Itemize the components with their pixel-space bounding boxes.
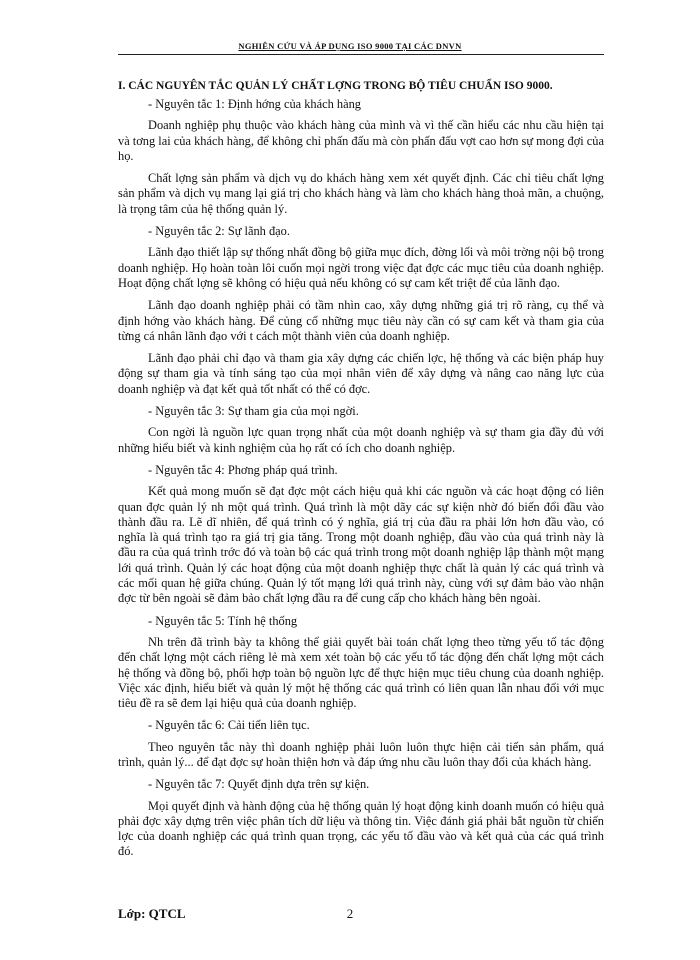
body-paragraph: Lãnh đạo phải chỉ đạo và tham gia xây dựng các chiến lợc, hệ thống và các biện pháp huy động sự tham gia và tính sáng tạo của mọi nhân viên để xây dựng và nâng cao năng lực của doanh nghiệp và đạt kết quả tốt nhất có thể có đợc. (118, 351, 604, 396)
footer-class-label: Lớp: QTCL (118, 906, 186, 921)
principle-7-heading: - Nguyên tắc 7: Quyết định dựa trên sự kiện. (148, 777, 370, 792)
body-paragraph: Theo nguyên tắc này thì doanh nghiệp phải luôn luôn thực hiện cải tiến sản phẩm, quá trình, quản lý... để đạt đợc sự hoàn thiện hơn và đáp ứng nhu cầu luôn thay đổi của khách hàng. (118, 739, 604, 769)
body-paragraph: Mọi quyết định và hành động của hệ thống quản lý hoạt động kinh doanh muốn có hiệu quả phải đợc xây dựng trên việc phân tích dữ liệu và thông tin. Việc đánh giá phải bắt nguồn từ chiến lợc của doanh nghiệp các quá trình quan trọng, các yếu tố đầu vào và kết quả của các quá trình đó. (118, 798, 604, 859)
page-number: 2 (346, 906, 354, 921)
principle-1-heading: - Nguyên tắc 1: Định hớng của khách hàng (148, 97, 362, 111)
principle-5-heading: - Nguyên tắc 5: Tính hệ thống (148, 613, 298, 628)
body-paragraph: Lãnh đạo thiết lập sự thống nhất đồng bộ giữa mục đích, đờng lối và môi trờng nội bộ trong doanh nghiệp. Họ hoàn toàn lôi cuốn mọi ngời trong việc đạt đợc các mục tiêu của doanh nghiệp. Hoạt động chất lợng sẽ không có hiệu quả nếu không có sự cam kết triệt để của lãnh đạo. (118, 245, 604, 290)
body-paragraph: Chất lợng sản phẩm và dịch vụ do khách hàng xem xét quyết định. Các chỉ tiêu chất lợng sản phẩm và dịch vụ mang lại giá trị cho khách hàng và làm cho khách hàng thoả mãn, a chuộng, là trọng tâm của hệ thống quản lý. (118, 171, 604, 216)
body-paragraph: Lãnh đạo doanh nghiệp phải có tầm nhìn cao, xây dựng những giá trị rõ ràng, cụ thể và định hớng vào khách hàng. Để củng cố những mục tiêu này cần có sự cam kết và tham gia của từng cá nhân lãnh đạo với t cách một thành viên của doanh nghiệp. (118, 298, 604, 343)
header-rule (118, 54, 604, 55)
running-header: NGHIÊN CỨU VÀ ÁP DỤNG ISO 9000 TẠI CÁC DNVN (238, 41, 462, 51)
principle-2-heading: - Nguyên tắc 2: Sự lãnh đạo. (148, 224, 290, 239)
body-paragraph: Doanh nghiệp phụ thuộc vào khách hàng của mình và vì thế cần hiểu các nhu cầu hiện tại và tơng lai của khách hàng, để không chỉ phấn đấu mà còn phấn đấu vợt cao hơn sự mong đợi của họ. (118, 118, 604, 163)
body-paragraph: Nh trên đã trình bày ta không thể giải quyết bài toán chất lợng theo từng yếu tố tác động đến chất lợng một cách riêng lẻ mà xem xét toàn bộ các yếu tố tác động đến chất lợng một cách hệ thống và đồng bộ, phối hợp toàn bộ nguồn lực để thực hiện mục tiêu chung của doanh nghiệp. Việc xác định, hiểu biết và quản lý một hệ thống các quá trình có liên quan lẫn nhau đối với mục tiêu đề ra sẽ đem lại hiệu quả của doanh nghiệp. (118, 634, 604, 711)
body-paragraph: Kết quả mong muốn sẽ đạt đợc một cách hiệu quả khi các nguồn và các hoạt động có liên quan đợc quản lý nh một quá trình. Quá trình là một dãy các sự kiện nhờ đó biến đổi đầu vào thành đầu ra. Lẽ dĩ nhiên, để quá trình có ý nghĩa, giá trị của đầu ra phải lớn hơn đầu vào, có nghĩa là quá trình tạo ra giá trị gia tăng. Trong một doanh nghiệp, đầu vào của quá trình này là đầu ra của quá trình trớc đó và toàn bộ các quá trình trong một doanh nghiệp lập thành một mạng lới quá trình. Quản lý các hoạt động của một doanh nghiệp thực chất là quản lý các quá trình và các mối quan hệ giữa chúng. Quản lý tốt mạng lới quá trình này, cùng với sự đảm bảo vào nhận đợc từ bên ngoài sẽ đảm bảo chất lợng đầu ra để cung cấp cho khách hàng bên ngoài. (118, 484, 604, 606)
section-title: I. CÁC NGUYÊN TẮC QUẢN LÝ CHẤT LỢNG TRONG BỘ TIÊU CHUẨN ISO 9000. (118, 80, 553, 92)
document-body (118, 97, 604, 867)
principle-4-heading: - Nguyên tắc 4: Phơng pháp quá trình. (148, 462, 338, 477)
principle-6-heading: - Nguyên tắc 6: Cải tiến liên tục. (148, 718, 310, 733)
body-paragraph: Con ngời là nguồn lực quan trọng nhất của một doanh nghiệp và sự tham gia đầy đủ với những hiểu biết và kinh nghiệm của họ rất có ích cho doanh nghiệp. (118, 425, 604, 455)
principle-3-heading: - Nguyên tắc 3: Sự tham gia của mọi ngời. (148, 404, 359, 419)
